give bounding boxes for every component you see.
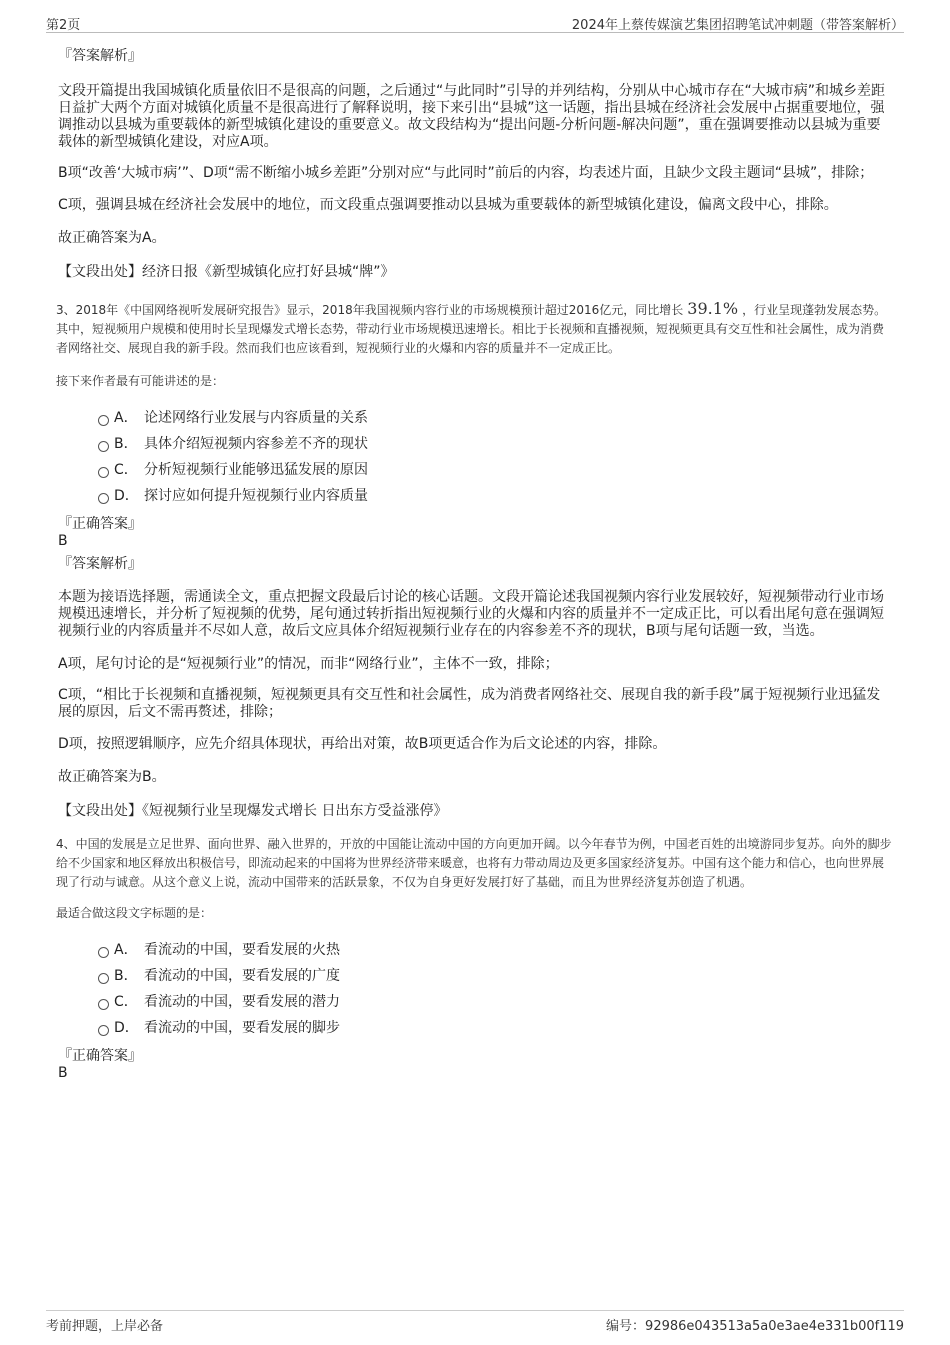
option-text: 看流动的中国，要看发展的脚步: [144, 1020, 340, 1036]
document-code: [606, 1315, 904, 1334]
source-citation: 【文段出处】《短视频行业呈现爆发式增长 日出东方受益涨停》: [58, 803, 448, 819]
radio-button[interactable]: [98, 973, 109, 984]
analysis-conclusion: 故正确答案为B。: [58, 769, 166, 785]
growth-rate-formula: 39.1%: [687, 299, 739, 318]
analysis-paragraph: A项，尾句讨论的是“短视频行业”的情况，而非“网络行业”，主体不一致，排除；: [58, 656, 559, 672]
radio-button[interactable]: [98, 999, 109, 1010]
analysis-paragraph: C项，强调县城在经济社会发展中的地位，而文段重点强调要推动以县城为重要载体的新型城镇化建设，偏离文段中心，排除。: [58, 197, 838, 213]
correct-answer: B: [58, 533, 68, 549]
radio-button[interactable]: [98, 441, 109, 452]
question-stem-text: 3、2018年《中国网络视听发展研究报告》显示，2018年我国视频内容行业的市场规模预计超过2016亿元，同比增长: [56, 303, 684, 317]
option-d[interactable]: [56, 1015, 894, 1041]
footer-slogan: 考前押题，上岸必备: [46, 1319, 164, 1334]
analysis-conclusion: 故正确答案为A。: [58, 230, 166, 246]
source-citation: 【文段出处】经济日报《新型城镇化应打好县城“牌”》: [58, 264, 395, 280]
options-list: [56, 937, 894, 1041]
option-letter: A．: [114, 942, 138, 958]
option-a[interactable]: [56, 405, 894, 431]
options-list: [56, 405, 894, 509]
radio-button[interactable]: [98, 415, 109, 426]
option-text: 看流动的中国，要看发展的潜力: [144, 994, 340, 1010]
correct-answer: B: [58, 1065, 68, 1081]
option-letter: C．: [114, 994, 138, 1010]
option-b[interactable]: [56, 431, 894, 457]
option-letter: D．: [114, 488, 139, 504]
analysis-paragraph: 文段开篇提出我国城镇化质量依旧不是很高的问题，之后通过“与此同时”引导的并列结构，分别从中心城市存在“大城市病”和城乡差距日益扩大两个方面对城镇化质量不是很高进行了解释说明，接下来引出“县城”这一话题，指出县城在经济社会发展中占据重要地位，强调推动以县城为重要载体的新型城镇化建设的重要意义。故文段结构为“提出问题-分析问题-解决问题”，重在强调要推动以县城为重要载体的新型城镇化建设，对应A项。: [58, 83, 886, 150]
correct-answer-label: 『正确答案』: [58, 516, 142, 532]
option-text: 看流动的中国，要看发展的火热: [144, 942, 340, 958]
option-text: 探讨应如何提升短视频行业内容质量: [144, 488, 368, 504]
radio-button[interactable]: [98, 1025, 109, 1036]
page-number: 第2页: [46, 18, 81, 33]
option-text: 具体介绍短视频内容参差不齐的现状: [144, 436, 368, 452]
analysis-paragraph: B项“改善‘大城市病’”、D项“需不断缩小城乡差距”分别对应“与此同时”前后的内容，均表述片面，且缺少文段主题词“县城”，排除；: [58, 165, 874, 181]
option-a[interactable]: [56, 937, 894, 963]
document-title: 2024年上蔡传媒演艺集团招聘笔试冲刺题（带答案解析）: [571, 18, 904, 33]
option-b[interactable]: [56, 963, 894, 989]
radio-button[interactable]: [98, 947, 109, 958]
code-value: 92986e043513a5a0e3ae4e331b00f119: [645, 1319, 904, 1334]
page-footer: [46, 1310, 904, 1333]
code-label: 编号：: [606, 1319, 646, 1334]
page-content: [56, 45, 894, 1081]
option-letter: D．: [114, 1020, 139, 1036]
analysis-paragraph: C项，“相比于长视频和直播视频，短视频更具有交互性和社会属性，成为消费者网络社交、展现自我的新手段”属于短视频行业迅猛发展的原因，后文不需再赘述，排除；: [58, 687, 881, 720]
question-stem: [56, 299, 894, 358]
analysis-paragraph: D项，按照逻辑顺序，应先介绍具体现状，再给出对策，故B项更适合作为后文论述的内容，排除。: [58, 736, 667, 752]
question-stem-text: ，行业呈现蓬勃发展态势。其中，短视频用户规模和使用时长呈现爆发式增长态势，带动行业市场规模迅速增长。相比于长视频和直播视频，短视频更具有交互性和社会属性，成为消费者网络社交、展现自我的新手段。然而我们也应该看到，短视频行业的火爆和内容的质量并不一定成正比。: [56, 303, 887, 355]
option-d[interactable]: [56, 483, 894, 509]
page-header: [46, 12, 904, 33]
option-letter: B．: [114, 436, 138, 452]
option-text: 论述网络行业发展与内容质量的关系: [144, 410, 368, 426]
option-text: 看流动的中国，要看发展的广度: [144, 968, 340, 984]
question-prompt: 最适合做这段文字标题的是：: [56, 906, 213, 920]
option-letter: B．: [114, 968, 138, 984]
analysis-label: 『答案解析』: [58, 48, 142, 64]
question-stem: 4、中国的发展是立足世界、面向世界、融入世界的，开放的中国能让流动中国的方向更加开阔。以今年春节为例，中国老百姓的出境游同步复苏。向外的脚步给不少国家和地区释放出积极信号，即流动起来的中国将为世界经济带来暖意，也将有力带动周边及更多国家经济复苏。中国有这个能力和信心，也向世界展现了行动与诚意。从这个意义上说，流动中国带来的活跃景象，不仅为自身更好发展打好了基础，而且为世界经济复苏创造了机遇。: [56, 837, 892, 889]
option-c[interactable]: [56, 457, 894, 483]
radio-button[interactable]: [98, 493, 109, 504]
analysis-label: 『答案解析』: [58, 556, 142, 572]
option-letter: C．: [114, 462, 138, 478]
option-c[interactable]: [56, 989, 894, 1015]
analysis-paragraph: 本题为接语选择题，需通读全文，重点把握文段最后讨论的核心话题。文段开篇论述我国视频内容行业发展较好，短视频带动行业市场规模迅速增长，并分析了短视频的优势，尾句通过转折指出短视频行业的火爆和内容的质量并不一定成正比，可以看出尾句意在强调短视频行业的内容质量并不尽如人意，故后文应具体介绍短视频行业存在的内容参差不齐的现状，B项与尾句话题一致，当选。: [58, 589, 884, 639]
correct-answer-label: 『正确答案』: [58, 1048, 142, 1064]
question-prompt: 接下来作者最有可能讲述的是：: [56, 374, 225, 388]
option-letter: A．: [114, 410, 138, 426]
option-text: 分析短视频行业能够迅猛发展的原因: [144, 462, 368, 478]
radio-button[interactable]: [98, 467, 109, 478]
